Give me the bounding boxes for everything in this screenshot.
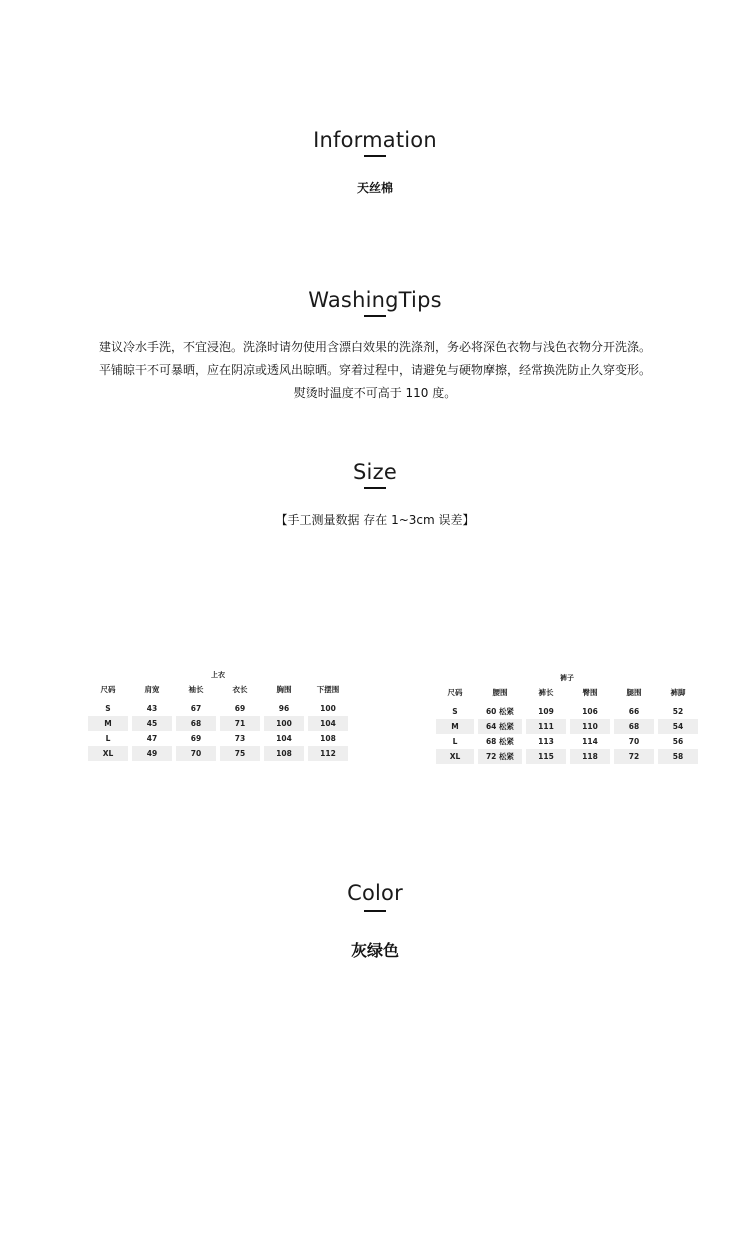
information-title: Information (313, 128, 437, 152)
table-cell: XL (88, 746, 128, 761)
pants-header: 臀围 (582, 688, 598, 697)
table-cell: 68 (176, 716, 216, 731)
table-cell: 69 (190, 734, 202, 743)
table-row (436, 734, 698, 749)
table-cell: 49 (132, 746, 172, 761)
top-header: 尺码 (100, 685, 116, 694)
table-cell: 52 (672, 707, 684, 716)
color-underline (364, 910, 386, 912)
table-cell: 56 (672, 737, 684, 746)
table-cell: 100 (264, 716, 304, 731)
table-cell: 69 (234, 704, 246, 713)
table-cell: 96 (278, 704, 290, 713)
washing-line-3: 熨烫时温度不可高于 110 度。 (293, 386, 457, 400)
table-cell: 71 (220, 716, 260, 731)
table-cell: L (452, 737, 458, 746)
table-cell: 106 (582, 707, 598, 716)
table-cell: 109 (538, 707, 554, 716)
table-cell: 60 松紧 (485, 707, 515, 716)
top-size-table (88, 668, 348, 761)
size-title: Size (353, 460, 397, 484)
table-cell: 45 (132, 716, 172, 731)
top-header: 袖长 (188, 685, 204, 694)
top-header: 胸围 (276, 685, 292, 694)
top-table-caption: 上衣 (211, 671, 225, 679)
table-cell: 58 (658, 749, 698, 764)
table-cell: 104 (276, 734, 292, 743)
pants-header: 裤长 (538, 688, 554, 697)
table-cell: 110 (570, 719, 610, 734)
pants-header: 腿围 (626, 688, 642, 697)
table-cell: L (105, 734, 111, 743)
table-cell: XL (436, 749, 474, 764)
table-row (88, 701, 348, 716)
table-cell: 72 (614, 749, 654, 764)
table-cell: 64 松紧 (478, 719, 522, 734)
table-cell: M (436, 719, 474, 734)
size-note: 【手工测量数据 存在 1~3cm 误差】 (275, 513, 475, 527)
size-underline (364, 487, 386, 489)
table-cell: 114 (582, 737, 598, 746)
information-underline (364, 155, 386, 157)
table-row (88, 716, 348, 731)
table-row (436, 704, 698, 719)
table-cell: S (452, 707, 458, 716)
table-cell: 68 (614, 719, 654, 734)
table-cell: 100 (320, 704, 336, 713)
table-cell: M (88, 716, 128, 731)
table-cell: 70 (628, 737, 640, 746)
top-header: 肩宽 (144, 685, 160, 694)
table-cell: 108 (320, 734, 336, 743)
washing-line-1: 建议冷水手洗，不宜浸泡。洗涤时请勿使用含漂白效果的洗涤剂，务必将深色衣物与浅色衣物分开洗涤。 (98, 340, 651, 354)
table-cell: 70 (176, 746, 216, 761)
pants-size-table (436, 671, 698, 764)
table-cell: 67 (190, 704, 202, 713)
pants-header: 腰围 (492, 688, 508, 697)
color-text: 灰绿色 (350, 941, 399, 960)
table-cell: 68 松紧 (485, 737, 515, 746)
pants-table-caption: 裤子 (560, 674, 574, 682)
information-text: 天丝棉 (356, 181, 393, 195)
table-cell: 54 (658, 719, 698, 734)
table-cell: 73 (234, 734, 246, 743)
table-row (436, 749, 698, 764)
table-cell: 111 (526, 719, 566, 734)
washing-underline (364, 315, 386, 317)
table-cell: 43 (146, 704, 158, 713)
table-cell: 104 (308, 716, 348, 731)
table-cell: 72 松紧 (478, 749, 522, 764)
table-cell: 66 (628, 707, 640, 716)
washing-title: WashingTips (308, 288, 442, 312)
table-cell: 118 (570, 749, 610, 764)
top-header: 衣长 (232, 685, 248, 694)
table-cell: 108 (264, 746, 304, 761)
pants-header: 尺码 (447, 688, 463, 697)
table-row (88, 731, 348, 746)
table-cell: 112 (308, 746, 348, 761)
table-cell: 47 (146, 734, 158, 743)
top-header: 下摆围 (316, 685, 340, 694)
color-title: Color (347, 881, 403, 905)
washing-line-2: 平铺晾干不可暴晒，应在阴凉或透风出晾晒。穿着过程中，请避免与硬物摩擦，经常换洗防止久穿变形。 (98, 363, 651, 377)
table-cell: 75 (220, 746, 260, 761)
table-row (88, 746, 348, 761)
table-cell: 115 (526, 749, 566, 764)
pants-header: 裤脚 (670, 688, 686, 697)
table-cell: S (105, 704, 111, 713)
table-cell: 113 (538, 737, 554, 746)
table-row (436, 719, 698, 734)
